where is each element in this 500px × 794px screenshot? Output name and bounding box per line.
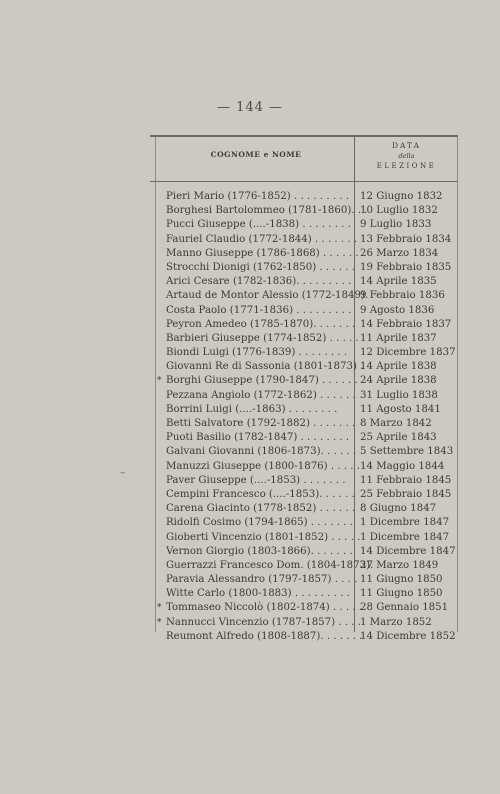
election-date: 10 Luglio 1832 (360, 205, 438, 217)
election-date: 24 Aprile 1838 (360, 375, 437, 387)
row-mark: * (157, 603, 162, 614)
table-row (150, 601, 458, 615)
table-row (150, 304, 458, 318)
member-name: Reumont Alfredo (1808-1887). . . . . . . (166, 630, 363, 642)
election-date: 8 Giugno 1847 (360, 503, 437, 515)
election-date: 14 Maggio 1844 (360, 460, 445, 472)
election-date: 11 Giugno 1850 (360, 588, 443, 600)
name-column-header: COGNOME e NOME (210, 150, 302, 159)
member-name: Tommaseo Niccolò (1802-1874) . . . . . (166, 602, 363, 614)
table-row (150, 587, 458, 601)
election-table (150, 135, 458, 642)
table-row (150, 360, 458, 374)
election-date: 1 Dicembre 1847 (360, 517, 450, 529)
election-date: 25 Febbraio 1845 (360, 488, 452, 500)
table-row (150, 559, 458, 573)
election-date: 31 Luglio 1838 (360, 389, 438, 401)
table-row (150, 545, 458, 559)
election-date: 9 Luglio 1833 (360, 219, 432, 231)
member-name: Borrini Luigi (....-1863) . . . . . . . . (166, 403, 338, 415)
election-date: 26 Marzo 1834 (360, 247, 439, 259)
member-name: Giovanni Re di Sassonia (1801-1873) . (166, 361, 364, 373)
member-name: Artaud de Montor Alessio (1772-1849). (166, 290, 369, 302)
election-date: 1 Marzo 1852 (360, 616, 432, 628)
table-row (150, 204, 458, 218)
date-header-line1: DATA (391, 141, 422, 150)
table-row (150, 502, 458, 516)
member-name: Gioberti Vincenzio (1801-1852) . . . . . (166, 531, 361, 543)
member-name: Biondi Luigi (1776-1839) . . . . . . . . (166, 347, 348, 359)
member-name: Cempini Francesco (....-1853). . . . . . (166, 488, 355, 500)
margin-mark: – (120, 466, 126, 479)
election-date: 14 Aprile 1838 (360, 361, 437, 373)
member-name: Pezzana Angiolo (1772-1862) . . . . . . (166, 389, 356, 401)
table-row (150, 346, 458, 360)
member-name: Ridolfi Cosimo (1794-1865) . . . . . . . (166, 517, 353, 529)
table-row (150, 332, 458, 346)
table-row (150, 630, 458, 644)
election-date: 14 Dicembre 1852 (360, 630, 456, 642)
member-name: Guerrazzi Francesco Dom. (1804-1873). (166, 559, 374, 571)
member-name: Pucci Giuseppe (....-1838) . . . . . . . . (166, 219, 351, 231)
member-name: Betti Salvatore (1792-1882) . . . . . . . (166, 418, 356, 429)
member-name: Carena Giacinto (1778-1852) . . . . . . (166, 503, 356, 515)
election-date: 12 Dicembre 1837 (360, 347, 456, 359)
election-date: 13 Febbraio 1834 (360, 233, 452, 245)
table-row (150, 474, 458, 488)
member-name: Arici Cesare (1782-1836). . . . . . . . . (166, 276, 352, 288)
member-name: Borghesi Bartolommeo (1781-1860). . . (166, 205, 368, 217)
date-column-header (355, 141, 458, 171)
election-date: 11 Febbraio 1845 (360, 474, 452, 486)
table-row (150, 233, 458, 247)
member-name: Manno Giuseppe (1786-1868) . . . . . . (166, 247, 359, 259)
table-row (150, 488, 458, 502)
table-row (150, 417, 458, 431)
table-row (150, 531, 458, 545)
table-row (150, 516, 458, 530)
member-name: Borghi Giuseppe (1790-1847) . . . . . . (166, 375, 358, 387)
election-date: 27 Marzo 1849 (360, 559, 439, 571)
table-row (150, 374, 458, 388)
member-name: Pieri Mario (1776-1852) . . . . . . . . . (166, 191, 350, 202)
table-row (150, 389, 458, 403)
table-row (150, 445, 458, 459)
member-name: Costa Paolo (1771-1836) . . . . . . . . . (166, 304, 352, 316)
table-row (150, 573, 458, 587)
table-row (150, 318, 458, 332)
table-row (150, 460, 458, 474)
table-row (150, 218, 458, 232)
member-name: Vernon Giorgio (1803-1866). . . . . . . (166, 545, 353, 557)
election-date: 9 Agosto 1836 (360, 304, 435, 316)
member-name: Paravia Alessandro (1797-1857) . . . . (166, 574, 358, 586)
member-name: Fauriel Claudio (1772-1844) . . . . . . . (166, 233, 358, 245)
member-name: Witte Carlo (1800-1883) . . . . . . . . . (166, 588, 350, 600)
table-row (150, 403, 458, 417)
election-date: 14 Dicembre 1847 (360, 545, 456, 557)
member-name: Galvani Giovanni (1806-1873). . . . . . (166, 446, 357, 458)
date-header-line3: ELEZIONE (376, 162, 437, 170)
page-number: — 144 — (216, 100, 284, 115)
member-name: Barbieri Giuseppe (1774-1852) . . . . . (166, 332, 359, 344)
member-name: Nannucci Vincenzio (1787-1857) . . . . (166, 616, 362, 628)
table-row (150, 190, 458, 204)
election-date: 12 Giugno 1832 (360, 191, 443, 202)
election-date: 14 Aprile 1835 (360, 276, 437, 288)
table-row (150, 431, 458, 445)
election-date: 14 Febbraio 1837 (360, 318, 452, 330)
election-date: 9 Febbraio 1836 (360, 290, 445, 302)
election-date: 11 Agosto 1841 (360, 403, 441, 415)
header-divider (150, 181, 458, 182)
election-date: 11 Giugno 1850 (360, 574, 443, 586)
member-name: Paver Giuseppe (....-1853) . . . . . . . (166, 474, 346, 486)
table-row (150, 289, 458, 303)
election-date: 11 Aprile 1837 (360, 332, 437, 344)
row-mark: * (157, 617, 162, 628)
election-date: 25 Aprile 1843 (360, 432, 437, 444)
election-date: 28 Gennaio 1851 (360, 602, 449, 614)
date-header-line2: della (398, 152, 415, 160)
member-name: Strocchi Dionigi (1762-1850) . . . . . . (166, 261, 356, 273)
row-mark: * (157, 376, 162, 387)
election-date: 1 Dicembre 1847 (360, 531, 450, 543)
table-row (150, 616, 458, 630)
member-name: Puoti Basilio (1782-1847) . . . . . . . . (166, 432, 350, 444)
table-body (150, 190, 458, 644)
election-date: 5 Settembre 1843 (360, 446, 454, 458)
table-row (150, 247, 458, 261)
election-date: 19 Febbraio 1835 (360, 261, 452, 273)
member-name: Peyron Amedeo (1785-1870). . . . . . . (166, 318, 356, 330)
member-name: Manuzzi Giuseppe (1800-1876) . . . . . (166, 460, 361, 472)
table-row (150, 261, 458, 275)
table-row (150, 275, 458, 289)
election-date: 8 Marzo 1842 (360, 418, 432, 429)
